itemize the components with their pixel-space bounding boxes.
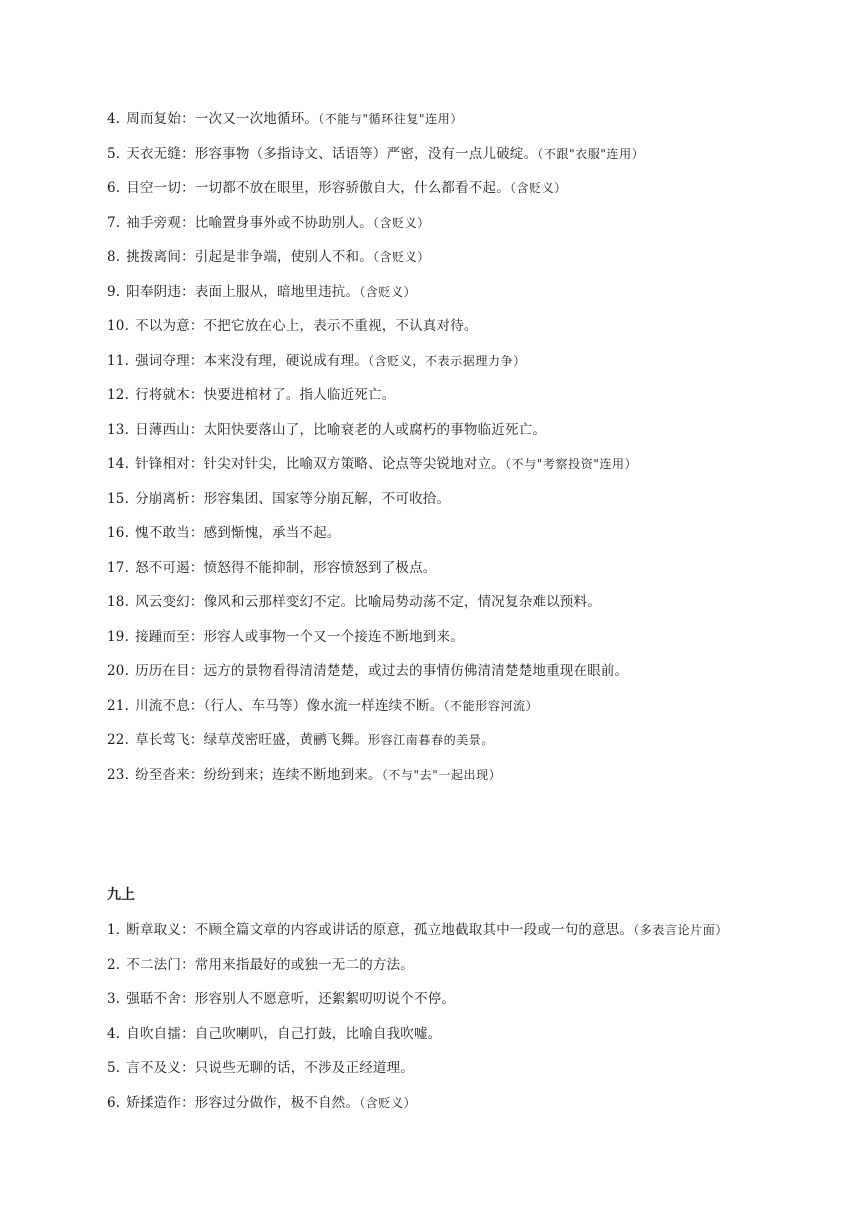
entry-number: 6. xyxy=(107,1094,121,1111)
idiom-definition: 一切都不放在眼里，形容骄傲自大，什么都看不起。 xyxy=(194,180,510,196)
idiom-term: 分崩离析 xyxy=(135,490,190,507)
idiom-term: 阳奉阴违 xyxy=(126,283,182,300)
idiom-term: 断章取义 xyxy=(126,922,182,938)
idiom-entry xyxy=(107,212,807,247)
entry-separator: ： xyxy=(189,559,204,576)
entry-separator: ： xyxy=(181,1025,195,1042)
idiom-term: 矫揉造作 xyxy=(126,1094,182,1111)
entry-number: 9. xyxy=(107,283,121,300)
idiom-entry xyxy=(107,384,807,419)
idiom-definition: 形容过分做作，极不自然。 xyxy=(194,1094,360,1111)
entry-separator: ： xyxy=(189,594,204,610)
idiom-entry xyxy=(107,177,807,212)
entry-number: 7. xyxy=(107,214,121,231)
entry-number: 4. xyxy=(107,1025,121,1042)
idiom-term: 强词夺理 xyxy=(135,352,190,369)
idiom-term: 袖手旁观 xyxy=(126,214,182,231)
entry-number: 11. xyxy=(107,352,130,369)
section-title: 九上 xyxy=(107,887,135,903)
idiom-entry xyxy=(107,315,807,350)
idiom-term: 草长莺飞 xyxy=(135,732,190,748)
idiom-entry xyxy=(107,522,807,557)
idiom-note: （含贬义） xyxy=(509,181,567,195)
idiom-definition: 常用来指最好的或独一无二的方法。 xyxy=(194,956,414,973)
entry-separator: ： xyxy=(181,922,195,938)
idiom-definition: 不把它放在心上，表示不重视，不认真对待。 xyxy=(203,318,478,334)
idiom-note: （不跟"衣服"连用） xyxy=(537,146,645,161)
idiom-definition: 自己吹喇叭，自己打鼓，比喻自我吹嘘。 xyxy=(194,1025,442,1042)
idiom-term: 日薄西山 xyxy=(135,421,190,438)
entry-separator: ： xyxy=(189,318,204,334)
idiom-term: 历历在目 xyxy=(135,663,190,679)
idiom-entry xyxy=(107,453,807,488)
idiom-definition: 表面上服从，暗地里违抗。 xyxy=(194,283,360,300)
entry-number: 17. xyxy=(107,559,130,576)
entry-separator: ： xyxy=(181,111,195,127)
entry-separator: ： xyxy=(189,663,204,679)
entry-number: 22. xyxy=(107,732,130,748)
idiom-definition: 本来没有理，硬说成有理。 xyxy=(203,352,368,369)
entry-separator: ： xyxy=(189,766,204,783)
entry-number: 13. xyxy=(107,421,130,438)
entry-separator: ： xyxy=(181,1060,195,1076)
entry-separator: ： xyxy=(189,456,204,472)
idiom-entry xyxy=(107,1057,807,1092)
idiom-entry xyxy=(107,488,807,523)
idiom-definition: （行人、车马等）像水流一样连续不断。 xyxy=(203,697,444,714)
idiom-term: 目空一切 xyxy=(126,180,182,196)
idiom-note: （多表言论片面） xyxy=(633,923,729,937)
entry-number: 8. xyxy=(107,249,121,265)
idiom-entry xyxy=(107,419,807,454)
entry-separator: ： xyxy=(181,283,195,300)
entry-separator: ： xyxy=(189,732,204,748)
entry-number: 19. xyxy=(107,628,130,645)
idiom-definition: 纷纷到来；连续不断地到来。 xyxy=(203,766,382,783)
idiom-term: 自吹自擂 xyxy=(126,1025,182,1042)
idiom-list-part2 xyxy=(107,919,807,1126)
entry-number: 3. xyxy=(107,991,121,1007)
idiom-term: 挑拨离间 xyxy=(126,249,182,265)
idiom-term: 纷至沓来 xyxy=(135,766,190,783)
idiom-definition: 引起是非争端，使别人不和。 xyxy=(194,249,373,265)
entry-separator: ： xyxy=(181,249,195,265)
idiom-definition: 只说些无聊的话，不涉及正经道理。 xyxy=(194,1060,414,1076)
idiom-note: （不与"去"一起出现） xyxy=(381,767,502,782)
idiom-entry xyxy=(107,660,807,695)
entry-separator: ： xyxy=(189,352,204,369)
idiom-note: （含贬义） xyxy=(359,1095,417,1110)
entry-separator: ： xyxy=(189,628,204,645)
idiom-definition: 太阳快要落山了，比喻衰老的人或腐朽的事物临近死亡。 xyxy=(203,421,547,438)
entry-number: 10. xyxy=(107,318,130,334)
idiom-definition: 比喻置身事外或不协助别人。 xyxy=(194,214,373,231)
idiom-note: （含贬义） xyxy=(359,284,417,299)
idiom-term: 言不及义 xyxy=(126,1060,182,1076)
entry-separator: ： xyxy=(181,991,195,1007)
idiom-entry xyxy=(107,954,807,989)
entry-number: 4. xyxy=(107,111,121,127)
idiom-definition: 针尖对针尖，比喻双方策略、论点等尖锐地对立。 xyxy=(203,456,505,472)
idiom-definition: 远方的景物看得清清楚楚，或过去的事情仿佛清清楚楚地重现在眼前。 xyxy=(203,663,629,679)
entry-separator: ： xyxy=(189,490,204,507)
idiom-note: （含贬义，不表示据理力争） xyxy=(368,353,526,368)
idiom-definition: 形容事物（多指诗文、话语等）严密，没有一点儿破绽。 xyxy=(194,145,538,162)
idiom-definition: 绿草茂密旺盛，黄鹂飞舞。 xyxy=(203,732,368,748)
entry-separator: ： xyxy=(189,387,204,403)
idiom-entry xyxy=(107,281,807,316)
idiom-entry xyxy=(107,919,807,954)
idiom-note: （含贬义） xyxy=(372,250,430,264)
entry-separator: ： xyxy=(181,145,195,162)
idiom-term: 不以为意 xyxy=(135,318,190,334)
idiom-note: （不与"考察投资"连用） xyxy=(505,457,638,471)
idiom-entry xyxy=(107,729,807,764)
idiom-entry xyxy=(107,591,807,626)
idiom-entry xyxy=(107,764,807,799)
idiom-list-part1 xyxy=(107,108,807,798)
idiom-entry xyxy=(107,626,807,661)
entry-number: 21. xyxy=(107,697,130,714)
entry-number: 16. xyxy=(107,525,130,541)
idiom-term: 行将就木 xyxy=(135,387,190,403)
idiom-definition: 形容集团、国家等分崩瓦解，不可收拾。 xyxy=(203,490,451,507)
idiom-entry xyxy=(107,695,807,730)
entry-number: 14. xyxy=(107,456,130,472)
idiom-note: （不能形容河流） xyxy=(443,698,539,713)
entry-number: 15. xyxy=(107,490,130,507)
idiom-definition: 快要进棺材了。指人临近死亡。 xyxy=(203,387,396,403)
idiom-term: 针锋相对 xyxy=(135,456,190,472)
idiom-entry xyxy=(107,108,807,143)
entry-separator: ： xyxy=(181,180,195,196)
idiom-term: 接踵而至 xyxy=(135,628,190,645)
entry-number: 12. xyxy=(107,387,130,403)
entry-separator: ： xyxy=(189,525,204,541)
entry-number: 2. xyxy=(107,956,121,973)
idiom-definition: 不顾全篇文章的内容或讲话的原意，孤立地截取其中一段或一句的意思。 xyxy=(194,922,634,938)
idiom-entry xyxy=(107,143,807,178)
entry-number: 23. xyxy=(107,766,130,783)
idiom-term: 风云变幻 xyxy=(135,594,190,610)
entry-number: 5. xyxy=(107,145,121,162)
idiom-note: 形容江南暮春的美景。 xyxy=(368,733,495,747)
idiom-term: 天衣无缝 xyxy=(126,145,182,162)
idiom-definition: 形容人或事物一个又一个接连不断地到来。 xyxy=(203,628,464,645)
idiom-entry xyxy=(107,988,807,1023)
entry-number: 5. xyxy=(107,1060,121,1076)
idiom-definition: 像风和云那样变幻不定。比喻局势动荡不定，情况复杂难以预料。 xyxy=(203,594,601,610)
idiom-term: 周而复始 xyxy=(126,111,182,127)
idiom-entry xyxy=(107,1023,807,1058)
entry-number: 18. xyxy=(107,594,130,610)
idiom-entry xyxy=(107,1092,807,1127)
entry-number: 1. xyxy=(107,922,121,938)
idiom-entry xyxy=(107,350,807,385)
idiom-definition: 一次又一次地循环。 xyxy=(194,111,319,127)
entry-separator: ： xyxy=(181,1094,195,1111)
idiom-term: 愧不敢当 xyxy=(135,525,190,541)
idiom-definition: 愤怒得不能抑制，形容愤怒到了极点。 xyxy=(203,559,437,576)
idiom-entry xyxy=(107,557,807,592)
idiom-definition: 形容别人不愿意听，还絮絮叨叨说个不停。 xyxy=(194,991,456,1007)
entry-number: 20. xyxy=(107,663,130,679)
entry-number: 6. xyxy=(107,180,121,196)
entry-separator: ： xyxy=(189,697,204,714)
idiom-term: 川流不息 xyxy=(135,697,190,714)
idiom-note: （含贬义） xyxy=(372,215,430,230)
entry-separator: ： xyxy=(189,421,204,438)
entry-separator: ： xyxy=(181,214,195,231)
idiom-term: 强聒不舍 xyxy=(126,991,182,1007)
idiom-note: （不能与"循环往复"连用） xyxy=(318,112,463,126)
idiom-entry xyxy=(107,246,807,281)
idiom-term: 不二法门 xyxy=(126,956,182,973)
idiom-term: 怒不可遏 xyxy=(135,559,190,576)
idiom-definition: 感到惭愧，承当不起。 xyxy=(203,525,341,541)
entry-separator: ： xyxy=(181,956,195,973)
